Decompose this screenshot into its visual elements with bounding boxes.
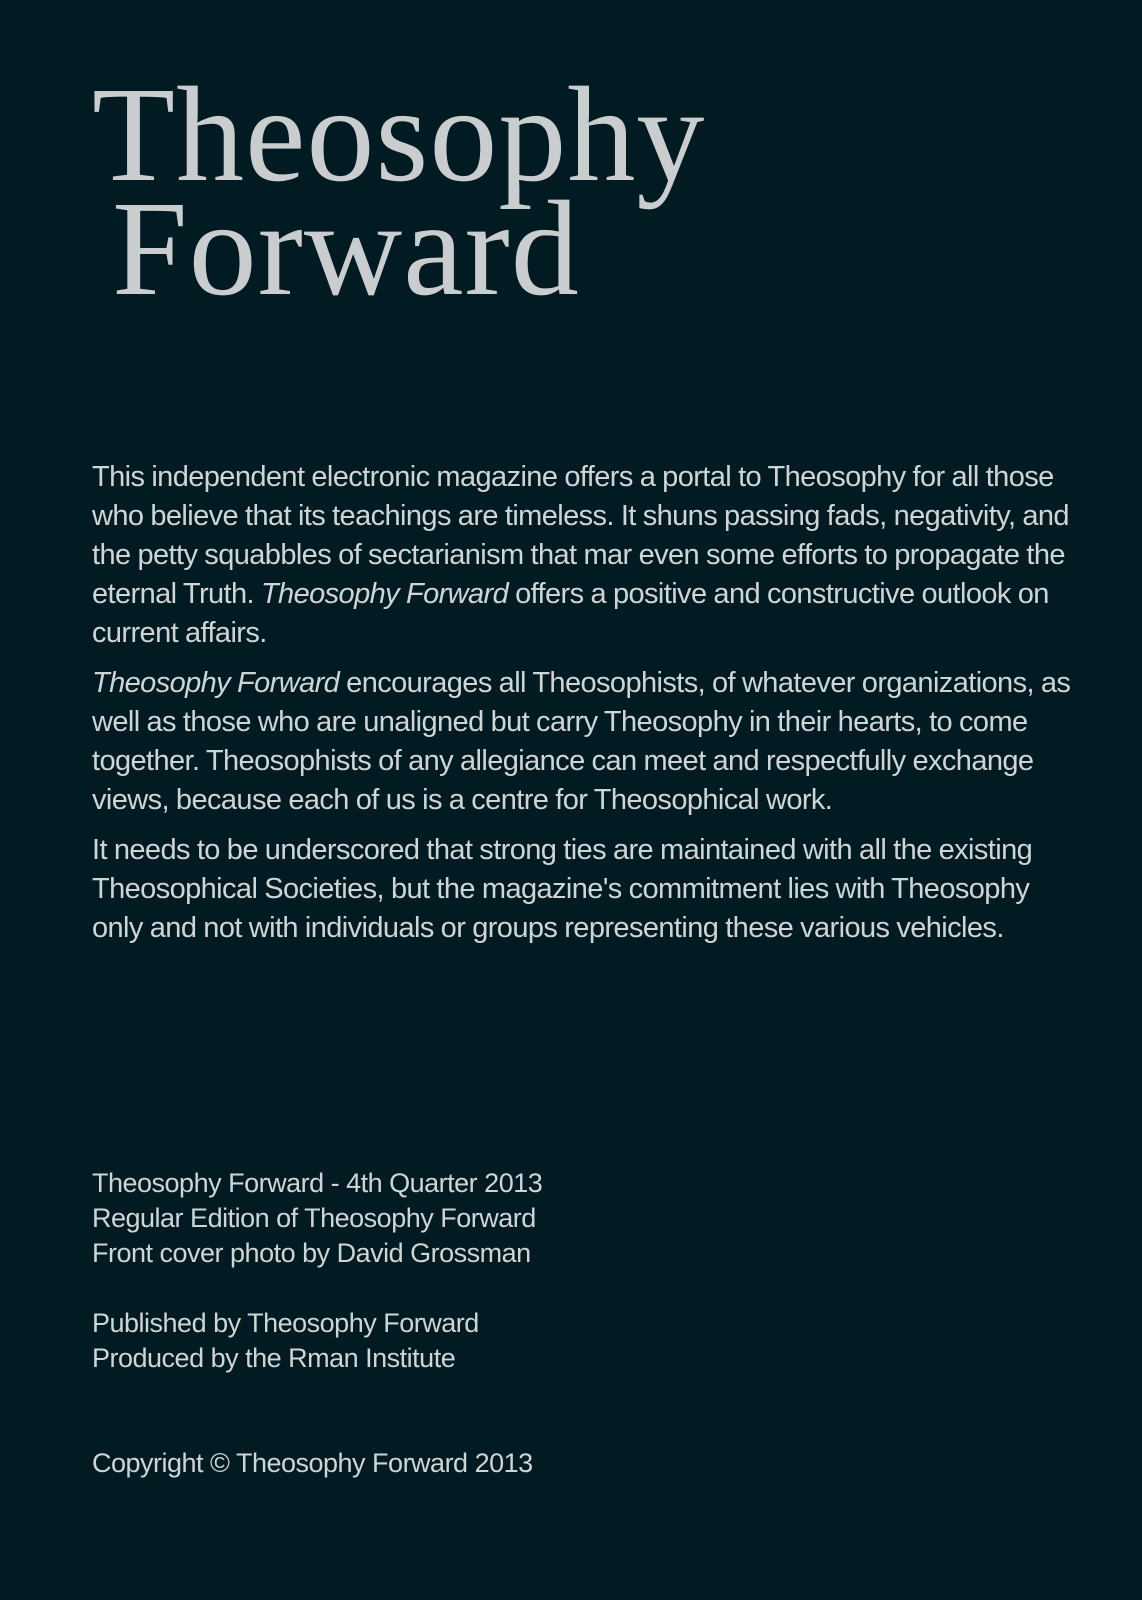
intro-paragraph-3: It needs to be underscored that strong ties are maintained with all the existing Theosophical Societies, but the magazine's commitment lies with Theosophy only and not with individuals or groups representing these various vehicles. — [92, 834, 1033, 944]
intro-p1-text-b: offers a positive and constructive outlook on current affairs. — [92, 578, 1049, 649]
cover-photo-credit: Front cover photo by David Grossman — [92, 1238, 531, 1268]
produced-by-line: Produced by the Rman Institute — [92, 1343, 456, 1373]
masthead-line-2: Forward — [112, 174, 580, 324]
intro-p1-text-a: This independent electronic magazine offers a portal to Theosophy for all those who believe that its teachings are timeless. It shuns passing fads, negativity, and the petty squabbles of sectarianism that mar even some efforts to propagate the eternal Truth. — [92, 461, 1069, 610]
issue-line: Theosophy Forward - 4th Quarter 2013 — [92, 1168, 543, 1198]
colophon — [92, 1166, 542, 1516]
intro-p2-text: encourages all Theosophists, of whatever organizations, as well as those who are unaligned but carry Theosophy in their hearts, to come together. Theosophists of any allegiance can meet and respectfully exchange views, because each of us is a centre for Theosophical work. — [92, 667, 1071, 816]
intro-p1-magazine-title: Theosophy Forward — [260, 578, 509, 610]
edition-line: Regular Edition of Theosophy Forward — [92, 1203, 536, 1233]
intro-paragraph-2 — [92, 664, 1072, 820]
published-by-line: Published by Theosophy Forward — [92, 1308, 479, 1338]
intro-paragraph-1 — [92, 458, 1072, 653]
publisher-info — [92, 1306, 542, 1376]
issue-info — [92, 1166, 542, 1271]
masthead-line-1: Theosophy — [92, 60, 706, 210]
copyright-line: Copyright © Theosophy Forward 2013 — [92, 1448, 533, 1478]
intro-text — [92, 458, 1072, 959]
intro-p2-magazine-title: Theosophy Forward — [92, 667, 340, 699]
copyright-info — [92, 1446, 542, 1481]
masthead-title — [92, 60, 706, 324]
